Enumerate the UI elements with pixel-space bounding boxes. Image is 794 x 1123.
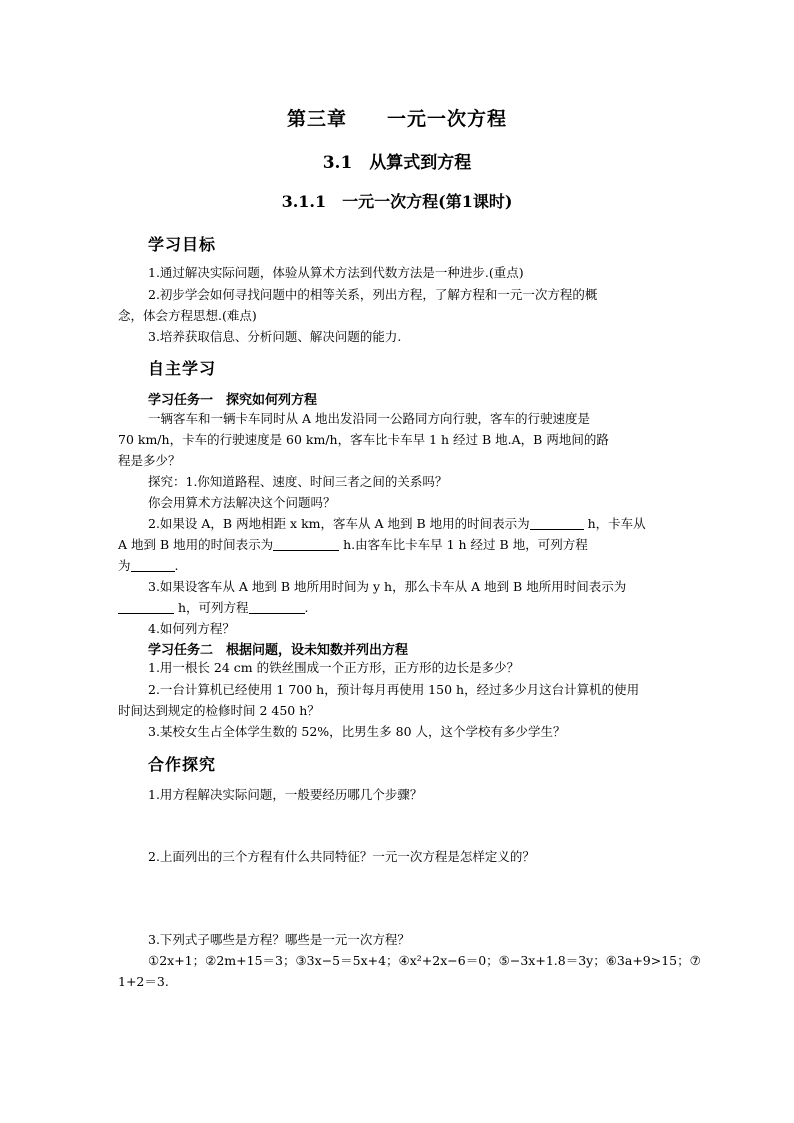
objective-2b: 念，体会方程思想.(难点): [118, 308, 257, 323]
answer-blank[interactable]: [131, 559, 175, 572]
q2-text-b1: A 地到 B 地用的时间表示为: [118, 537, 274, 552]
question-2-line-3: [118, 558, 678, 574]
cooperation-heading: 合作探究: [148, 755, 217, 774]
task1-title: 学习任务一 探究如何列方程: [148, 393, 318, 408]
task2-question-2a: 2.一台计算机已经使用 1 700 h，预计每月再使用 150 h，经过多少月这台计算机的使用: [148, 682, 640, 697]
coop-question-2: 2.上面列出的三个方程有什么共同特征？一元一次方程是怎样定义的？: [148, 849, 535, 864]
answer-blank[interactable]: [249, 601, 305, 614]
explore-1: 探究：1.你知道路程、速度、时间三者之间的关系吗？: [148, 474, 448, 489]
objectives-heading: 学习目标: [148, 235, 217, 254]
answer-blank[interactable]: [273, 538, 339, 551]
expression-list-line-1: ①2x+1；②2m+15＝3；③3x−5＝5x+4；④x²+2x−6＝0；⑤−3x+1.8＝3y；⑥3a+9>15；⑦: [148, 953, 701, 968]
answer-blank[interactable]: [530, 517, 584, 530]
task2-title: 学习任务二 根据问题，设未知数并列出方程: [148, 643, 409, 658]
q3-text-b1: h，可列方程: [174, 600, 249, 615]
problem-line-1: 一辆客车和一辆卡车同时从 A 地出发沿同一公路同方向行驶，客车的行驶速度是: [148, 411, 590, 426]
self-study-heading: 自主学习: [148, 359, 217, 378]
q2-text-c1: 为: [118, 558, 131, 573]
q2-text-a2: h，卡车从: [583, 516, 646, 531]
explore-1b: 你会用算术方法解决这个问题吗？: [148, 495, 336, 510]
answer-blank[interactable]: [118, 601, 174, 614]
chapter-title: 第三章 一元一次方程: [286, 108, 507, 130]
q2-text-a1: 2.如果设 A，B 两地相距 x km，客车从 A 地到 B 地用的时间表示为: [148, 516, 530, 531]
objective-1: 1.通过解决实际问题，体验从算术方法到代数方法是一种进步.(重点): [148, 265, 524, 280]
problem-line-3: 程是多少？: [118, 453, 181, 468]
q3-text-b2: .: [304, 600, 309, 615]
question-2-line-1: [118, 516, 708, 532]
task2-question-1: 1.用一根长 24 cm 的铁丝围成一个正方形，正方形的边长是多少？: [148, 660, 520, 675]
q2-text-b2: h.由客车比卡车早 1 h 经过 B 地，可列方程: [339, 537, 588, 552]
question-4: 4.如何列方程？: [148, 621, 235, 636]
section-title: 3.1 从算式到方程: [322, 153, 472, 173]
problem-line-2: 70 km/h，卡车的行驶速度是 60 km/h，客车比卡车早 1 h 经过 B 地.A，B 两地间的路: [118, 432, 609, 447]
task2-question-2b: 时间达到规定的检修时间 2 450 h？: [118, 703, 320, 718]
coop-question-3: 3.下列式子哪些是方程？哪些是一元一次方程？: [148, 932, 410, 947]
question-3-line-1: 3.如果设客车从 A 地到 B 地所用时间为 y h，那么卡车从 A 地到 B 地所用时间表示为: [148, 579, 627, 594]
question-2-line-2: [118, 537, 678, 553]
objective-3: 3.培养获取信息、分析问题、解决问题的能力.: [148, 329, 402, 344]
objective-2a: 2.初步学会如何寻找问题中的相等关系，列出方程，了解方程和一元一次方程的概: [148, 287, 598, 302]
lesson-title: 3.1.1 一元一次方程(第1课时): [281, 192, 513, 211]
question-3-line-2: [118, 600, 678, 616]
q2-text-c2: .: [174, 558, 179, 573]
task2-question-3: 3.某校女生占全体学生数的 52%，比男生多 80 人，这个学校有多少学生？: [148, 724, 566, 739]
expression-list-line-2: 1+2＝3.: [118, 974, 169, 989]
coop-question-1: 1.用方程解决实际问题，一般要经历哪几个步骤？: [148, 787, 423, 802]
